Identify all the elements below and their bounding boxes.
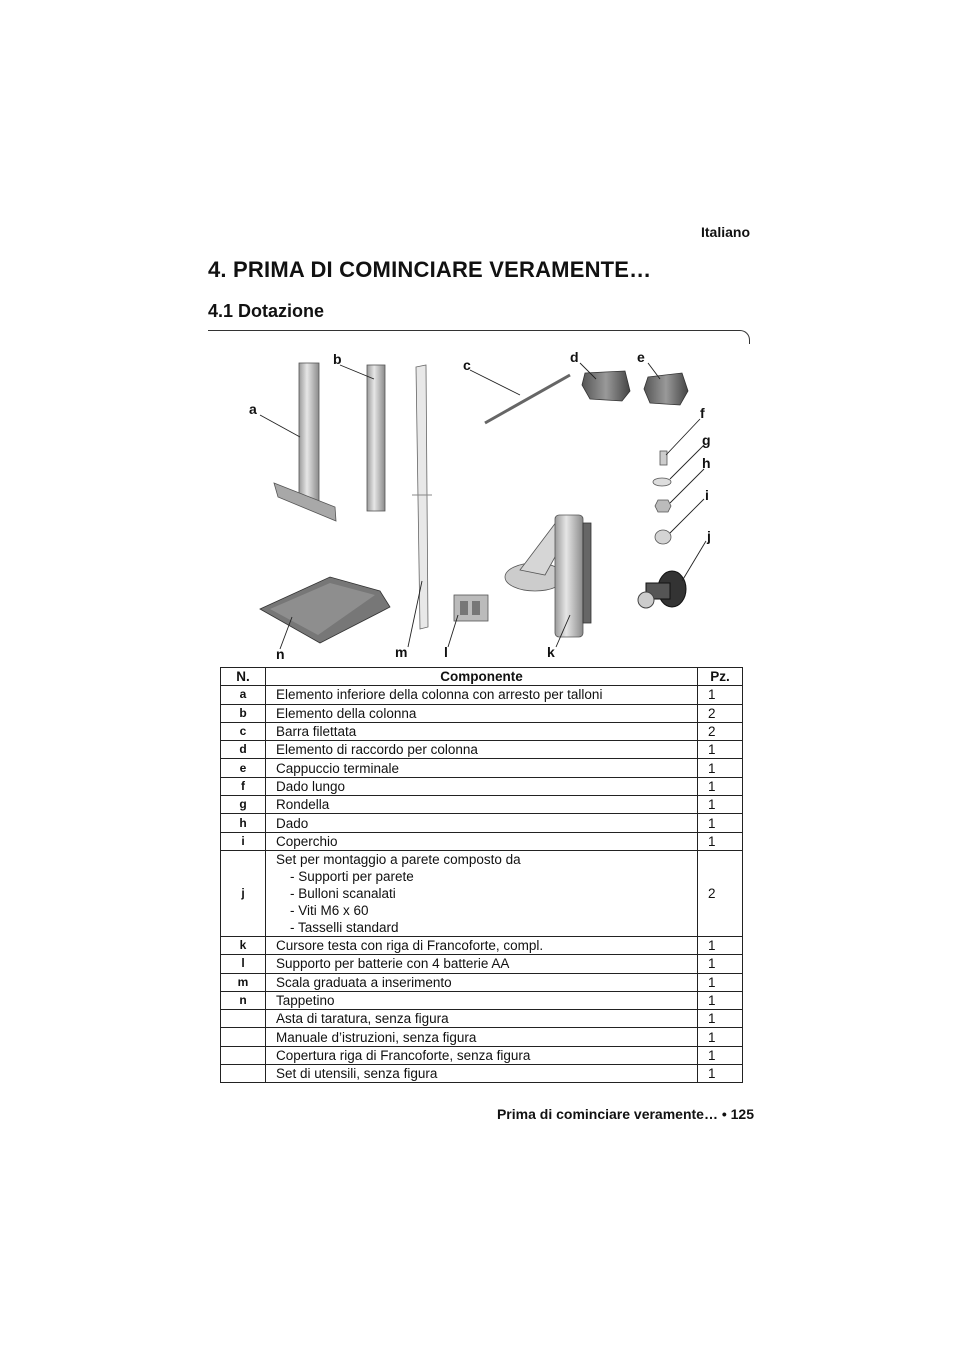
table-row: [221, 759, 743, 777]
row-component: Elemento inferiore della colonna con arresto per talloni: [266, 686, 698, 704]
row-component: Copertura riga di Francoforte, senza figura: [266, 1046, 698, 1064]
row-component: Cappuccio terminale: [266, 759, 698, 777]
components-table: [220, 667, 743, 1083]
row-number: a: [221, 686, 266, 704]
row-component: Coperchio: [266, 832, 698, 850]
figure-label-j: j: [707, 528, 711, 544]
figure-label-n: n: [276, 646, 285, 662]
row-subitem: - Supporti per parete: [290, 868, 414, 884]
figure-label-d: d: [570, 349, 579, 365]
parts-drawing: [230, 345, 750, 663]
figure-label-h: h: [702, 455, 711, 471]
row-quantity: 1: [698, 1028, 743, 1046]
row-component: Barra filettata: [266, 722, 698, 740]
table-row: [221, 722, 743, 740]
row-number: g: [221, 796, 266, 814]
row-component: Elemento di raccordo per colonna: [266, 741, 698, 759]
table-row: [221, 741, 743, 759]
table-header-row: [221, 668, 743, 686]
row-number: n: [221, 991, 266, 1009]
section-title: 4.1 Dotazione: [208, 301, 325, 321]
row-quantity: 1: [698, 832, 743, 850]
figure-label-f: f: [700, 405, 705, 421]
page-footer: Prima di cominciare veramente… • 125: [496, 1106, 754, 1122]
part-a-lower-column: [274, 363, 336, 521]
figure-label-b: b: [333, 351, 342, 367]
row-component: Set di utensili, senza figura: [266, 1065, 698, 1083]
part-i-cover: [655, 530, 671, 544]
row-component: Scala graduata a inserimento: [266, 973, 698, 991]
part-j-wall-mount-set: [638, 571, 686, 608]
row-quantity: 1: [698, 1010, 743, 1028]
row-number: j: [221, 850, 266, 936]
column-header-quantity: Pz.: [698, 668, 743, 686]
row-component-main: Set per montaggio a parete composto da: [276, 851, 521, 867]
row-number: b: [221, 704, 266, 722]
table-row: [221, 686, 743, 704]
figure-label-g: g: [702, 432, 711, 448]
part-k-head-slider: [505, 515, 591, 637]
row-quantity: 1: [698, 1046, 743, 1064]
figure-label-e: e: [637, 349, 645, 365]
language-label: Italiano: [700, 224, 750, 240]
row-quantity: 1: [698, 777, 743, 795]
table-row: [221, 973, 743, 991]
row-quantity: 1: [698, 759, 743, 777]
table-row: [221, 777, 743, 795]
table-row: [221, 955, 743, 973]
row-number: i: [221, 832, 266, 850]
row-number: d: [221, 741, 266, 759]
row-quantity: 1: [698, 955, 743, 973]
row-quantity: 1: [698, 1065, 743, 1083]
figure-label-l: l: [444, 644, 448, 660]
row-number: f: [221, 777, 266, 795]
table-row: [221, 1010, 743, 1028]
row-quantity: 2: [698, 850, 743, 936]
row-component: Dado lungo: [266, 777, 698, 795]
row-quantity: 2: [698, 722, 743, 740]
part-n-mat: [260, 577, 390, 643]
figure-label-c: c: [463, 357, 471, 373]
part-c-threaded-bar: [485, 375, 570, 423]
row-number: [221, 1046, 266, 1064]
row-quantity: 1: [698, 973, 743, 991]
row-quantity: 1: [698, 991, 743, 1009]
row-number: m: [221, 973, 266, 991]
column-header-component: Componente: [266, 668, 698, 686]
table-row: [221, 936, 743, 954]
table-row: [221, 704, 743, 722]
row-number: l: [221, 955, 266, 973]
parts-illustration: [230, 345, 750, 663]
part-d-connector: [582, 371, 630, 401]
figure-label-a: a: [249, 401, 257, 417]
row-quantity: 1: [698, 796, 743, 814]
part-b-column: [367, 365, 385, 511]
figure-label-k: k: [547, 644, 555, 660]
table-row: [221, 1065, 743, 1083]
row-component: Tappetino: [266, 991, 698, 1009]
part-h-nut: [655, 500, 671, 512]
row-quantity: 2: [698, 704, 743, 722]
row-component: Supporto per batterie con 4 batterie AA: [266, 955, 698, 973]
row-component: Asta di taratura, senza figura: [266, 1010, 698, 1028]
table-row: [221, 1028, 743, 1046]
table-row: [221, 796, 743, 814]
row-subitem: - Bulloni scanalati: [290, 885, 396, 901]
table-row: [221, 850, 743, 936]
row-component: [266, 850, 698, 936]
table-row: [221, 814, 743, 832]
chapter-title: 4. PRIMA DI COMINCIARE VERAMENTE…: [208, 257, 652, 282]
row-number: [221, 1028, 266, 1046]
row-number: h: [221, 814, 266, 832]
row-component: Manuale d’istruzioni, senza figura: [266, 1028, 698, 1046]
row-quantity: 1: [698, 936, 743, 954]
table-row: [221, 832, 743, 850]
part-l-battery-holder: [454, 595, 488, 621]
table-row: [221, 1046, 743, 1064]
row-number: c: [221, 722, 266, 740]
table-row: [221, 991, 743, 1009]
row-component: Rondella: [266, 796, 698, 814]
row-quantity: 1: [698, 741, 743, 759]
row-number: k: [221, 936, 266, 954]
part-e-end-cap: [644, 373, 688, 405]
row-component: Elemento della colonna: [266, 704, 698, 722]
part-m-scale: [412, 365, 432, 629]
row-number: [221, 1065, 266, 1083]
part-f-long-nut: [660, 451, 667, 465]
row-quantity: 1: [698, 814, 743, 832]
row-subitem: - Tasselli standard: [290, 919, 399, 935]
figure-label-m: m: [395, 644, 408, 660]
row-number: e: [221, 759, 266, 777]
row-number: [221, 1010, 266, 1028]
figure-label-i: i: [705, 487, 709, 503]
row-component: Dado: [266, 814, 698, 832]
part-g-washer: [653, 478, 671, 486]
row-component: Cursore testa con riga di Francoforte, compl.: [266, 936, 698, 954]
section-rule: [208, 330, 750, 344]
row-quantity: 1: [698, 686, 743, 704]
column-header-number: N.: [221, 668, 266, 686]
row-subitem: - Viti M6 x 60: [290, 902, 369, 918]
